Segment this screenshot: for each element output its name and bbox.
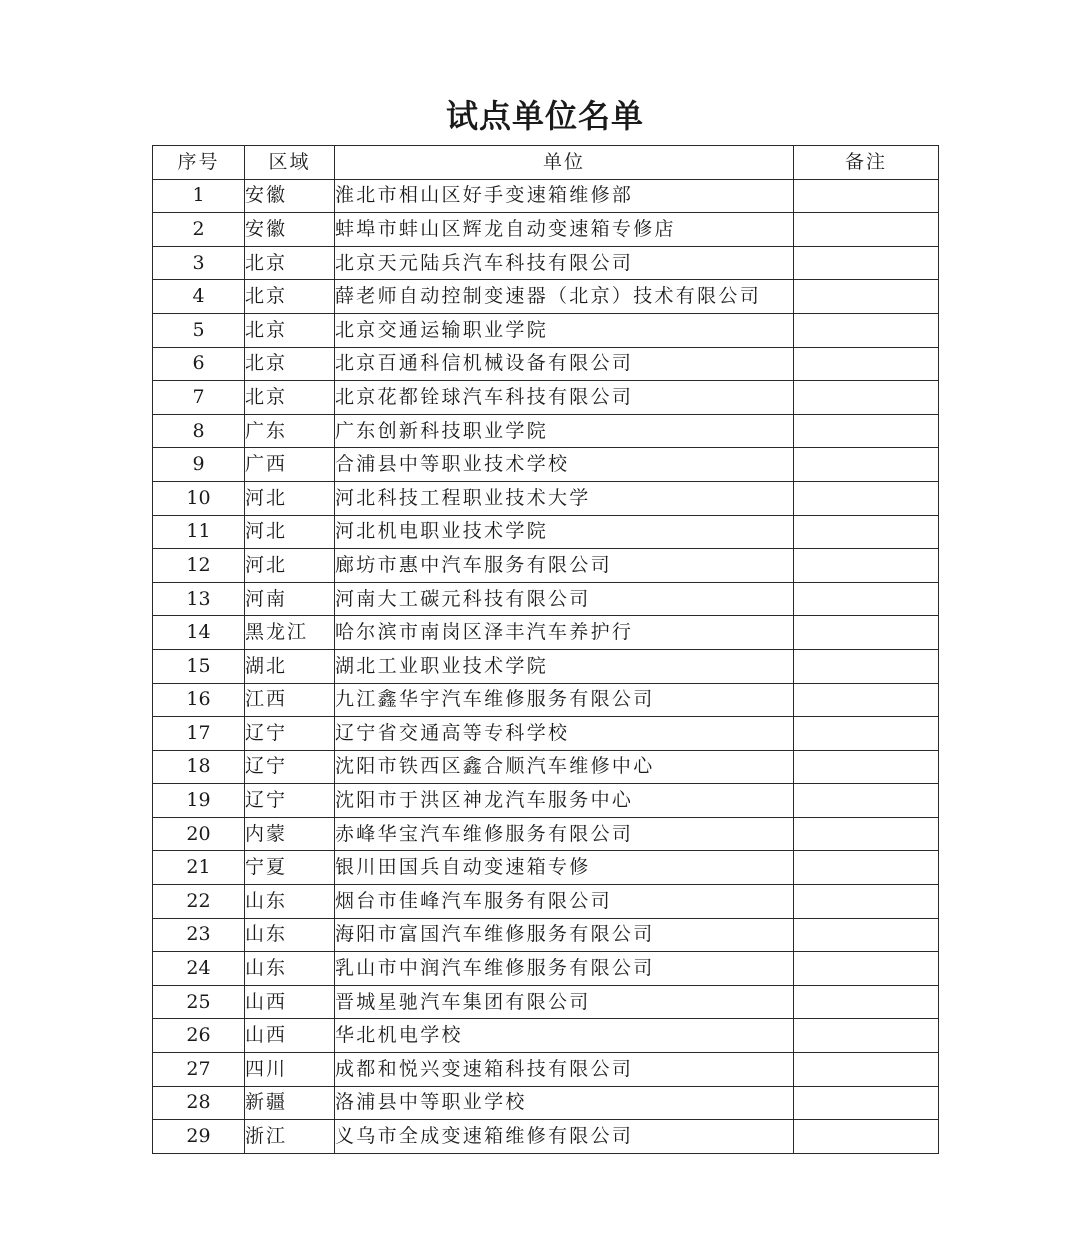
- row-remark: [794, 885, 939, 919]
- row-number: 6: [153, 347, 245, 381]
- row-number: 5: [153, 313, 245, 347]
- row-region: 北京: [245, 313, 335, 347]
- row-number: 2: [153, 213, 245, 247]
- table-row: [153, 347, 939, 381]
- row-number: 28: [153, 1086, 245, 1120]
- row-number: 20: [153, 817, 245, 851]
- row-number: 1: [153, 179, 245, 213]
- row-region: 山西: [245, 985, 335, 1019]
- row-region: 宁夏: [245, 851, 335, 885]
- row-region: 河北: [245, 515, 335, 549]
- row-number: 8: [153, 414, 245, 448]
- row-remark: [794, 179, 939, 213]
- row-unit: 赤峰华宝汽车维修服务有限公司: [335, 817, 794, 851]
- row-remark: [794, 1120, 939, 1154]
- header-unit: 单位: [335, 146, 794, 180]
- table-header-row: [153, 146, 939, 180]
- row-unit: 九江鑫华宇汽车维修服务有限公司: [335, 683, 794, 717]
- row-region: 湖北: [245, 649, 335, 683]
- row-number: 4: [153, 280, 245, 314]
- row-remark: [794, 985, 939, 1019]
- row-remark: [794, 213, 939, 247]
- pilot-unit-table: [152, 145, 939, 1154]
- table-row: [153, 918, 939, 952]
- row-remark: [794, 448, 939, 482]
- table-row: [153, 817, 939, 851]
- row-remark: [794, 313, 939, 347]
- row-unit: 合浦县中等职业技术学校: [335, 448, 794, 482]
- row-remark: [794, 414, 939, 448]
- row-unit: 广东创新科技职业学院: [335, 414, 794, 448]
- row-number: 17: [153, 717, 245, 751]
- table-row: [153, 481, 939, 515]
- table-row: [153, 414, 939, 448]
- row-number: 15: [153, 649, 245, 683]
- row-region: 山西: [245, 1019, 335, 1053]
- row-unit: 北京天元陆兵汽车科技有限公司: [335, 246, 794, 280]
- row-unit: 海阳市富国汽车维修服务有限公司: [335, 918, 794, 952]
- row-remark: [794, 649, 939, 683]
- row-unit: 廊坊市惠中汽车服务有限公司: [335, 549, 794, 583]
- row-unit: 成都和悦兴变速箱科技有限公司: [335, 1053, 794, 1087]
- row-remark: [794, 851, 939, 885]
- row-unit: 北京百通科信机械设备有限公司: [335, 347, 794, 381]
- row-unit: 湖北工业职业技术学院: [335, 649, 794, 683]
- row-number: 10: [153, 481, 245, 515]
- row-region: 辽宁: [245, 717, 335, 751]
- row-number: 19: [153, 784, 245, 818]
- row-unit: 薛老师自动控制变速器（北京）技术有限公司: [335, 280, 794, 314]
- row-unit: 河北科技工程职业技术大学: [335, 481, 794, 515]
- table-row: [153, 549, 939, 583]
- row-unit: 义乌市全成变速箱维修有限公司: [335, 1120, 794, 1154]
- row-unit: 洛浦县中等职业学校: [335, 1086, 794, 1120]
- row-unit: 蚌埠市蚌山区辉龙自动变速箱专修店: [335, 213, 794, 247]
- table-body: [153, 179, 939, 1153]
- header-region: 区域: [245, 146, 335, 180]
- row-remark: [794, 1019, 939, 1053]
- row-remark: [794, 515, 939, 549]
- header-no: 序号: [153, 146, 245, 180]
- row-region: 河南: [245, 582, 335, 616]
- row-number: 18: [153, 750, 245, 784]
- row-remark: [794, 1086, 939, 1120]
- row-region: 安徽: [245, 213, 335, 247]
- row-remark: [794, 481, 939, 515]
- row-remark: [794, 1053, 939, 1087]
- row-region: 山东: [245, 885, 335, 919]
- row-region: 广东: [245, 414, 335, 448]
- row-remark: [794, 549, 939, 583]
- table-row: [153, 448, 939, 482]
- table-row: [153, 985, 939, 1019]
- row-unit: 晋城星驰汽车集团有限公司: [335, 985, 794, 1019]
- table-row: [153, 1053, 939, 1087]
- row-remark: [794, 280, 939, 314]
- document-title: 试点单位名单: [445, 97, 644, 135]
- table-row: [153, 280, 939, 314]
- row-region: 北京: [245, 347, 335, 381]
- table-row: [153, 649, 939, 683]
- row-unit: 北京花都铨球汽车科技有限公司: [335, 381, 794, 415]
- row-number: 14: [153, 616, 245, 650]
- row-unit: 河北机电职业技术学院: [335, 515, 794, 549]
- row-region: 辽宁: [245, 784, 335, 818]
- row-region: 山东: [245, 952, 335, 986]
- row-remark: [794, 817, 939, 851]
- row-remark: [794, 381, 939, 415]
- row-region: 山东: [245, 918, 335, 952]
- row-number: 25: [153, 985, 245, 1019]
- table-row: [153, 851, 939, 885]
- row-remark: [794, 683, 939, 717]
- row-unit: 哈尔滨市南岗区泽丰汽车养护行: [335, 616, 794, 650]
- row-region: 北京: [245, 246, 335, 280]
- row-remark: [794, 952, 939, 986]
- row-number: 13: [153, 582, 245, 616]
- row-region: 安徽: [245, 179, 335, 213]
- row-region: 江西: [245, 683, 335, 717]
- table-row: [153, 213, 939, 247]
- table-row: [153, 952, 939, 986]
- row-number: 3: [153, 246, 245, 280]
- row-number: 16: [153, 683, 245, 717]
- row-region: 北京: [245, 381, 335, 415]
- table-row: [153, 616, 939, 650]
- row-remark: [794, 616, 939, 650]
- table-row: [153, 1086, 939, 1120]
- row-region: 辽宁: [245, 750, 335, 784]
- row-remark: [794, 717, 939, 751]
- row-unit: 沈阳市于洪区神龙汽车服务中心: [335, 784, 794, 818]
- row-region: 北京: [245, 280, 335, 314]
- header-remark: 备注: [794, 146, 939, 180]
- row-number: 9: [153, 448, 245, 482]
- table-row: [153, 582, 939, 616]
- table-row: [153, 750, 939, 784]
- row-number: 12: [153, 549, 245, 583]
- row-number: 24: [153, 952, 245, 986]
- row-unit: 银川田国兵自动变速箱专修: [335, 851, 794, 885]
- row-unit: 烟台市佳峰汽车服务有限公司: [335, 885, 794, 919]
- table-row: [153, 179, 939, 213]
- row-number: 7: [153, 381, 245, 415]
- row-region: 河北: [245, 549, 335, 583]
- row-unit: 乳山市中润汽车维修服务有限公司: [335, 952, 794, 986]
- table-row: [153, 1019, 939, 1053]
- table-row: [153, 717, 939, 751]
- table-row: [153, 515, 939, 549]
- row-number: 26: [153, 1019, 245, 1053]
- row-unit: 北京交通运输职业学院: [335, 313, 794, 347]
- table-row: [153, 1120, 939, 1154]
- row-unit: 沈阳市铁西区鑫合顺汽车维修中心: [335, 750, 794, 784]
- row-region: 黑龙江: [245, 616, 335, 650]
- table-row: [153, 313, 939, 347]
- row-region: 内蒙: [245, 817, 335, 851]
- table-row: [153, 683, 939, 717]
- row-number: 22: [153, 885, 245, 919]
- row-region: 河北: [245, 481, 335, 515]
- table-row: [153, 246, 939, 280]
- row-remark: [794, 784, 939, 818]
- table-row: [153, 381, 939, 415]
- table-row: [153, 885, 939, 919]
- row-unit: 华北机电学校: [335, 1019, 794, 1053]
- row-region: 新疆: [245, 1086, 335, 1120]
- row-region: 浙江: [245, 1120, 335, 1154]
- row-number: 21: [153, 851, 245, 885]
- row-number: 23: [153, 918, 245, 952]
- row-unit: 辽宁省交通高等专科学校: [335, 717, 794, 751]
- row-remark: [794, 918, 939, 952]
- table-row: [153, 784, 939, 818]
- row-unit: 淮北市相山区好手变速箱维修部: [335, 179, 794, 213]
- row-remark: [794, 750, 939, 784]
- row-number: 29: [153, 1120, 245, 1154]
- row-region: 四川: [245, 1053, 335, 1087]
- row-remark: [794, 347, 939, 381]
- row-unit: 河南大工碳元科技有限公司: [335, 582, 794, 616]
- row-remark: [794, 582, 939, 616]
- row-number: 27: [153, 1053, 245, 1087]
- row-number: 11: [153, 515, 245, 549]
- row-remark: [794, 246, 939, 280]
- row-region: 广西: [245, 448, 335, 482]
